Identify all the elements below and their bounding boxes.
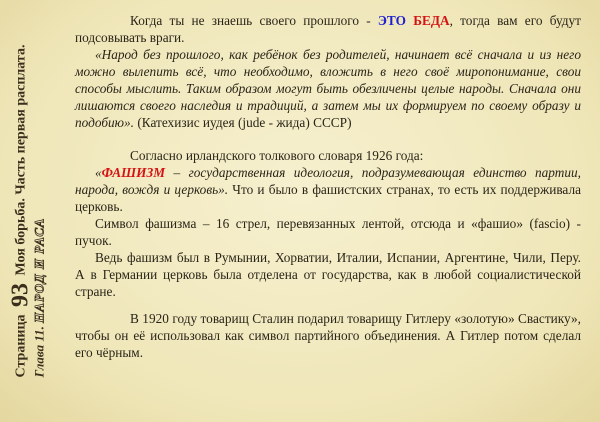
book-title: Моя борьба. xyxy=(13,198,29,276)
vertical-header-text xyxy=(7,44,48,378)
page-word: Страница xyxy=(13,314,29,378)
part-title: Часть первая расплата. xyxy=(13,44,29,195)
paragraph-countries: Ведь фашизм был в Румынии, Хорватии, Италии, Испании, Аргентине, Чили, Перу. А в Германии церковь была отделена от государства, как в любой социалистической стране. xyxy=(75,250,581,299)
paragraph-definition: «ФАШИЗМ – государственная идеология, подразумевающая единство партии, народа, вождя и церковь». Что и было в фашистских странах, то есть их поддерживала церковь. xyxy=(75,165,581,214)
quote-text: «Народ без прошлого, как ребёнок без родителей, начинает всё сначала и из него можно вылепить всё, что необходимо, вложить в него своё миропонимание, свои способы мыслить. Таким образом могут быть обезличены целые народы. Сначала они лишаются своего наследия и традиций, а затем мы их формируем по своему образу и подобию». xyxy=(75,47,581,130)
chapter-number: 11. xyxy=(31,326,47,342)
paragraph-intro: Когда ты не знаешь своего прошлого - ЭТО БЕДА, тогда вам его будут подсовывать враги. xyxy=(75,13,581,45)
page-label xyxy=(7,44,34,378)
page-number: 93 xyxy=(7,282,34,307)
chapter-prefix: Глава xyxy=(31,344,47,378)
paragraph-symbol: Символ фашизма – 16 стрел, перевязанных лентой, отсюда и «фашио» (fascio) - пучок. xyxy=(75,216,581,248)
highlight-red: БЕДА xyxy=(413,13,450,28)
vertical-header xyxy=(0,0,60,422)
highlight-blue: ЭТО xyxy=(377,13,406,28)
quote-source: (Катехизис иудея (jude - жида) СССР) xyxy=(134,115,352,130)
term-fascism: ФАШИЗМ xyxy=(101,165,166,180)
definition-text: – государственная идеология, подразумевающая единство партии, народа, вождя и церковь». xyxy=(75,165,581,197)
main-text xyxy=(75,12,581,361)
chapter-label xyxy=(31,218,48,378)
paragraph-swastika: В 1920 году товарищ Сталин подарил товарищу Гитлеру «золотую» Свастику», чтобы он её использовал как символ партийного объединения. А Гитлер потом сделал его чёрным. xyxy=(75,311,581,360)
chapter-title: НАРОД И РАСА xyxy=(31,217,47,323)
paragraph-quote xyxy=(75,46,581,131)
paragraph-dictionary: Согласно ирландского толкового словаря 1926 года: xyxy=(130,148,424,163)
